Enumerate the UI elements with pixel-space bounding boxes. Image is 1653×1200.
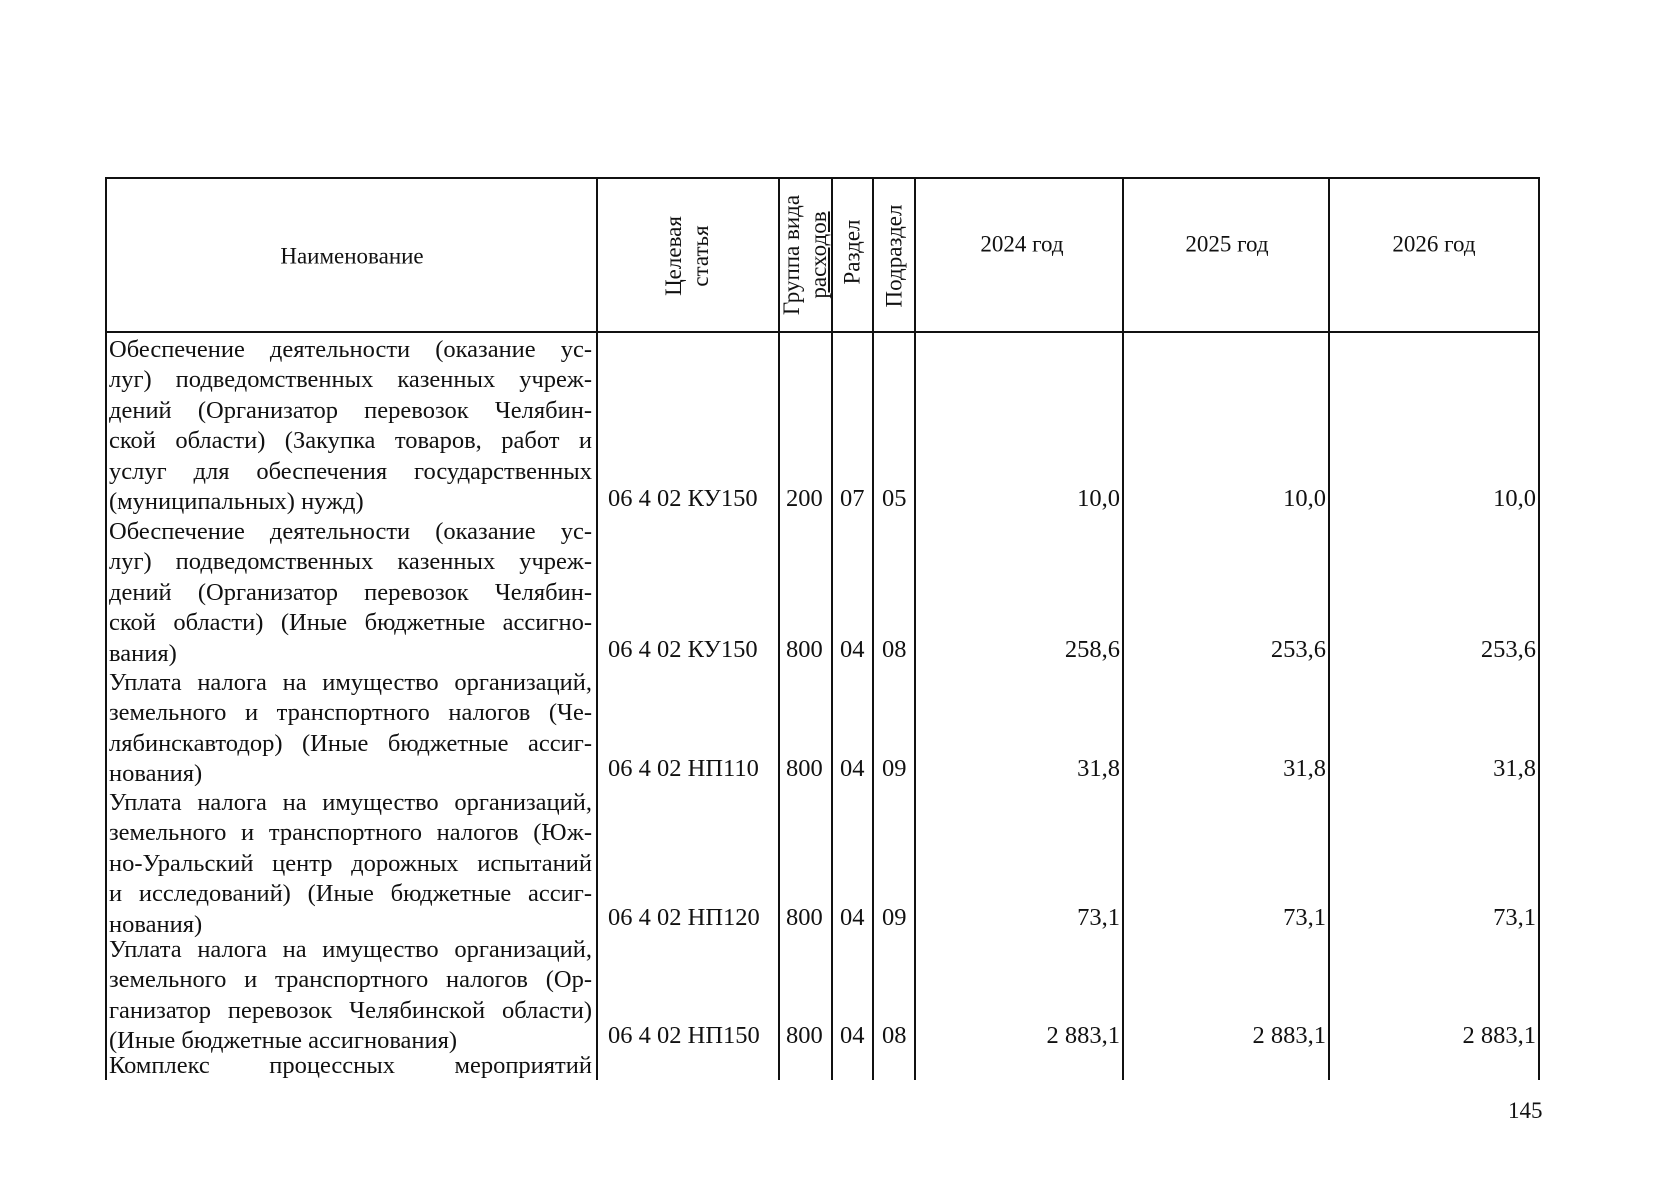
row-3-target: 06 4 02 НП110 [608,755,759,782]
column-border [596,177,598,1080]
row-5-subsection: 08 [882,1022,907,1049]
row-1-section: 07 [840,485,865,512]
page-number: 145 [1508,1098,1543,1123]
row-2-subsection: 08 [882,636,907,663]
row-2-name: Обеспечение деятельности (оказание ус- луг) подведомственных казенных учреж- дений (Организатор перевозок Челябин- ской области) (Иные бюджетные ассигно- вания) [109,518,592,667]
row-4-section: 04 [840,904,865,931]
row-4-2025: 73,1 [1283,904,1326,931]
row-2-group: 800 [786,636,823,663]
row-5-group: 800 [786,1022,823,1049]
row-2-target: 06 4 02 КУ150 [608,636,758,663]
row-3-subsection: 09 [882,755,907,782]
column-border [1122,177,1124,1080]
row-5-target: 06 4 02 НП150 [608,1022,760,1049]
row-3-2025: 31,8 [1283,755,1326,782]
row-1-2024: 10,0 [1077,485,1120,512]
row-3-2026: 31,8 [1493,755,1536,782]
row-1-name: Обеспечение деятельности (оказание ус- луг) подведомственных казенных учреж- дений (Организатор перевозок Челябин- ской области) (Закупка товаров, работ и услуг для обеспечения государственных (муниципальных) нужд) [109,336,592,515]
header-expense-group: Группа вида расходов [779,194,831,316]
header-subsection: Подраздел [881,204,907,308]
row-1-2026: 10,0 [1493,485,1536,512]
header-bottom-border [106,331,1540,333]
row-4-subsection: 09 [882,904,907,931]
row-5-2026: 2 883,1 [1462,1022,1536,1049]
row-2-section: 04 [840,636,865,663]
row-3-name: Уплата налога на имущество организаций, земельного и транспортного налогов (Че- лябинскавтодор) (Иные бюджетные ассиг- нования) [109,669,592,788]
row-5-2024: 2 883,1 [1046,1022,1120,1049]
row-3-group: 800 [786,755,823,782]
row-2-2024: 258,6 [1064,636,1120,663]
row-5-section: 04 [840,1022,865,1049]
row-6-name: Комплекс процессных мероприятий [109,1052,592,1079]
column-border [914,177,916,1080]
column-border [872,177,874,1080]
row-1-subsection: 05 [882,485,907,512]
row-2-2026: 253,6 [1480,636,1536,663]
row-1-group: 200 [786,485,823,512]
header-2026: 2026 год [1392,231,1476,257]
header-2024: 2024 год [980,231,1064,257]
header-2025: 2025 год [1185,231,1269,257]
row-4-2024: 73,1 [1077,904,1120,931]
row-5-2025: 2 883,1 [1252,1022,1326,1049]
table-top-border [106,177,1540,179]
row-4-2026: 73,1 [1493,904,1536,931]
column-border [105,177,107,1080]
row-1-target: 06 4 02 КУ150 [608,485,758,512]
header-section: Раздел [839,219,865,285]
row-2-2025: 253,6 [1270,636,1326,663]
header-name: Наименование [280,243,424,269]
row-4-name: Уплата налога на имущество организаций, земельного и транспортного налогов (Юж- но-Уральский центр дорожных испытаний и исследований) (Иные бюджетные ассиг- нования) [109,789,592,938]
row-5-name: Уплата налога на имущество организаций, земельного и транспортного налогов (Ор- ганизатор перевозок Челябинской области) (Иные бюджетные ассигнования) [109,936,592,1055]
row-1-2025: 10,0 [1283,485,1326,512]
header-target-article: Целевая статья [661,216,713,296]
row-4-group: 800 [786,904,823,931]
column-border [1538,177,1540,1080]
row-3-2024: 31,8 [1077,755,1120,782]
column-border [1328,177,1330,1080]
row-3-section: 04 [840,755,865,782]
row-4-target: 06 4 02 НП120 [608,904,760,931]
